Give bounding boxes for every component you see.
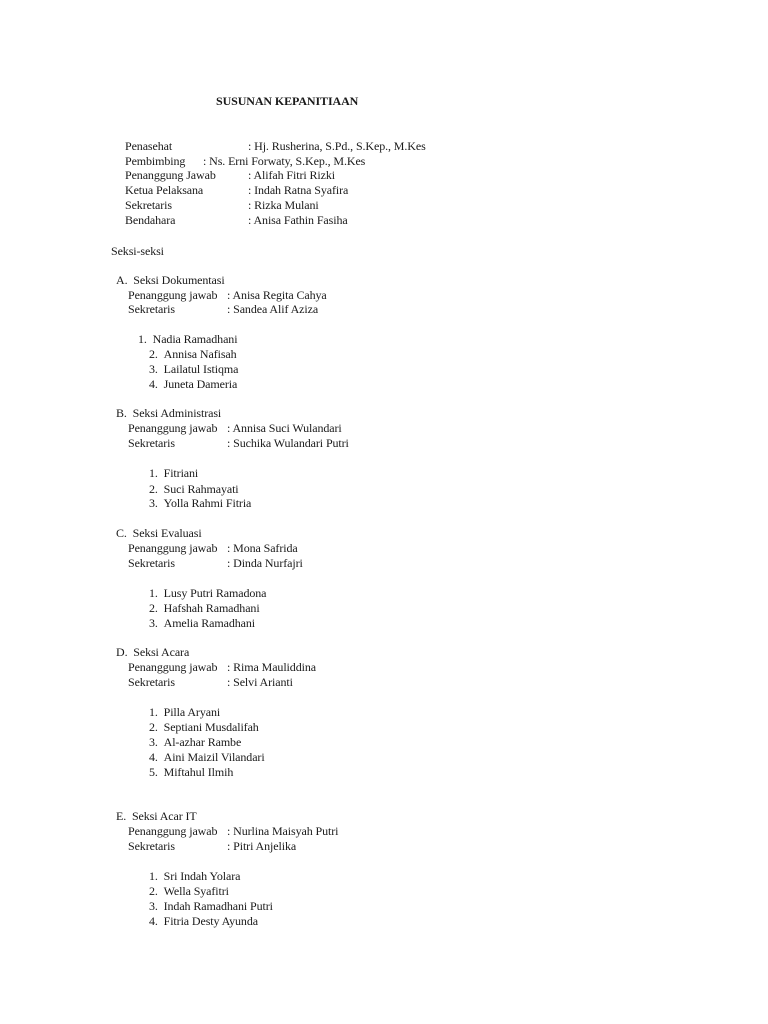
member-item: 1. Pilla Aryani	[149, 705, 221, 719]
section-name: Seksi Evaluasi	[132, 526, 202, 540]
member-item: 1. Fitriani	[149, 466, 199, 480]
sek-value: : Dinda Nurfajri	[227, 556, 303, 570]
section-header	[116, 273, 225, 287]
member-item: 4. Fitria Desty Ayunda	[149, 914, 258, 928]
section-name: Seksi Acar IT	[131, 809, 197, 823]
member-item: 4. Aini Maizil Vilandari	[149, 750, 265, 764]
member-item: 2. Wella Syafitri	[149, 884, 229, 898]
member-item: 3. Amelia Ramadhani	[149, 616, 255, 630]
section-header	[116, 526, 202, 540]
sek-value: : Selvi Arianti	[227, 675, 293, 689]
section-letter: E.	[116, 809, 127, 823]
section-name: Seksi Dokumentasi	[133, 273, 225, 287]
core-value: : Ns. Erni Forwaty, S.Kep., M.Kes	[203, 154, 366, 168]
member-item: 4. Juneta Dameria	[149, 377, 238, 391]
member-item: 1. Lusy Putri Ramadona	[149, 586, 267, 600]
core-value: : Anisa Fathin Fasiha	[248, 213, 348, 227]
sek-label: Sekretaris	[128, 839, 175, 853]
member-item: 2. Annisa Nafisah	[149, 347, 237, 361]
section-letter: B.	[116, 406, 127, 420]
member-item: 1. Sri Indah Yolara	[149, 869, 241, 883]
section-header	[116, 809, 197, 823]
pj-label: Penanggung jawab	[128, 288, 218, 302]
section-name: Seksi Acara	[133, 645, 190, 659]
pj-label: Penanggung jawab	[128, 660, 218, 674]
section-header	[116, 645, 189, 659]
core-label: Penanggung Jawab	[125, 168, 216, 182]
sections-heading: Seksi-seksi	[111, 244, 164, 258]
core-value: : Alifah Fitri Rizki	[248, 168, 335, 182]
core-label: Bendahara	[125, 213, 176, 227]
member-item: 1. Nadia Ramadhani	[138, 332, 238, 346]
sek-label: Sekretaris	[128, 675, 175, 689]
member-item: 3. Al-azhar Rambe	[149, 735, 242, 749]
section-letter: D.	[116, 645, 128, 659]
sek-value: : Pitri Anjelika	[227, 839, 297, 853]
member-item: 3. Yolla Rahmi Fitria	[149, 496, 252, 510]
core-value: : Indah Ratna Syafira	[248, 183, 349, 197]
sek-value: : Suchika Wulandari Putri	[227, 436, 349, 450]
pj-label: Penanggung jawab	[128, 421, 218, 435]
section-header	[116, 406, 221, 420]
pj-label: Penanggung jawab	[128, 824, 218, 838]
pj-value: : Anisa Regita Cahya	[227, 288, 327, 302]
pj-value: : Nurlina Maisyah Putri	[227, 824, 339, 838]
core-value: : Rizka Mulani	[248, 198, 319, 212]
member-item: 3. Lailatul Istiqma	[149, 362, 239, 376]
page-title: SUSUNAN KEPANITIAAN	[216, 94, 359, 108]
core-label: Sekretaris	[125, 198, 172, 212]
sek-value: : Sandea Alif Aziza	[227, 302, 319, 316]
pj-value: : Rima Mauliddina	[227, 660, 316, 674]
section-name: Seksi Administrasi	[132, 406, 222, 420]
sek-label: Sekretaris	[128, 556, 175, 570]
sek-label: Sekretaris	[128, 436, 175, 450]
core-value: : Hj. Rusherina, S.Pd., S.Kep., M.Kes	[248, 139, 426, 153]
section-letter: A.	[116, 273, 128, 287]
sek-label: Sekretaris	[128, 302, 175, 316]
member-item: 5. Miftahul Ilmih	[149, 765, 234, 779]
member-item: 2. Suci Rahmayati	[149, 482, 239, 496]
core-label: Ketua Pelaksana	[125, 183, 204, 197]
pj-label: Penanggung jawab	[128, 541, 218, 555]
member-item: 2. Septiani Musdalifah	[149, 720, 259, 734]
pj-value: : Annisa Suci Wulandari	[227, 421, 342, 435]
core-label: Penasehat	[125, 139, 173, 153]
core-label: Pembimbing	[125, 154, 186, 168]
pj-value: : Mona Safrida	[227, 541, 298, 555]
section-letter: C.	[116, 526, 127, 540]
member-item: 2. Hafshah Ramadhani	[149, 601, 260, 615]
member-item: 3. Indah Ramadhani Putri	[149, 899, 273, 913]
